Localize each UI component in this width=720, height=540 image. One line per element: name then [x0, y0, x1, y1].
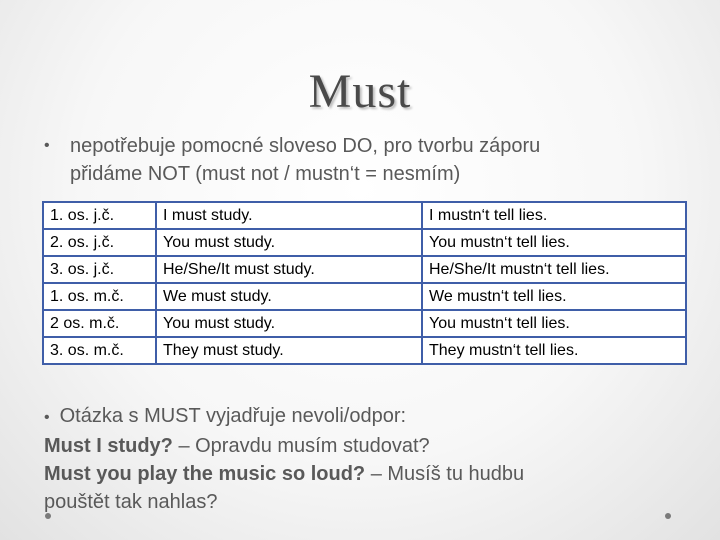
- positive-cell: He/She/It must study.: [156, 256, 422, 283]
- table-row: [43, 310, 686, 337]
- table-row: [43, 256, 686, 283]
- positive-cell: You must study.: [156, 310, 422, 337]
- bullet-icon: •: [44, 409, 50, 426]
- example-2-english: Must you play the music so loud?: [44, 463, 366, 485]
- intro-line-1: nepotřebuje pomocné sloveso DO, pro tvorbu záporu: [70, 135, 541, 157]
- footer-dot-left-icon: [45, 513, 51, 519]
- person-cell: 3. os. j.č.: [43, 256, 156, 283]
- table-row: [43, 229, 686, 256]
- negative-cell: I mustn‘t tell lies.: [422, 202, 686, 229]
- intro-bullet: [44, 132, 684, 188]
- question-heading-line: [44, 402, 684, 432]
- conjugation-table: [42, 201, 687, 365]
- example-2-czech: – Musíš tu hudbu: [365, 463, 525, 485]
- example-2: [44, 460, 684, 488]
- intro-line-2: přidáme NOT (must not / mustn‘t = nesmím): [70, 163, 461, 185]
- person-cell: 1. os. j.č.: [43, 202, 156, 229]
- footer-dot-right-icon: [665, 513, 671, 519]
- question-section: [44, 402, 684, 516]
- negative-cell: He/She/It mustn‘t tell lies.: [422, 256, 686, 283]
- person-cell: 3. os. m.č.: [43, 337, 156, 364]
- person-cell: 1. os. m.č.: [43, 283, 156, 310]
- bullet-icon: •: [44, 137, 50, 154]
- table-row: [43, 337, 686, 364]
- person-cell: 2. os. j.č.: [43, 229, 156, 256]
- example-1: [44, 432, 684, 460]
- example-2-continuation: pouštět tak nahlas?: [44, 491, 218, 513]
- positive-cell: They must study.: [156, 337, 422, 364]
- question-heading: Otázka s MUST vyjadřuje nevoli/odpor:: [59, 405, 407, 427]
- negative-cell: You mustn‘t tell lies.: [422, 310, 686, 337]
- table-row: [43, 202, 686, 229]
- example-1-english: Must I study?: [44, 435, 173, 457]
- slide-title: Must: [308, 65, 412, 118]
- negative-cell: You mustn‘t tell lies.: [422, 229, 686, 256]
- positive-cell: You must study.: [156, 229, 422, 256]
- negative-cell: We mustn‘t tell lies.: [422, 283, 686, 310]
- person-cell: 2 os. m.č.: [43, 310, 156, 337]
- example-1-czech: – Opravdu musím studovat?: [172, 435, 430, 457]
- table-row: [43, 283, 686, 310]
- positive-cell: I must study.: [156, 202, 422, 229]
- negative-cell: They mustn‘t tell lies.: [422, 337, 686, 364]
- positive-cell: We must study.: [156, 283, 422, 310]
